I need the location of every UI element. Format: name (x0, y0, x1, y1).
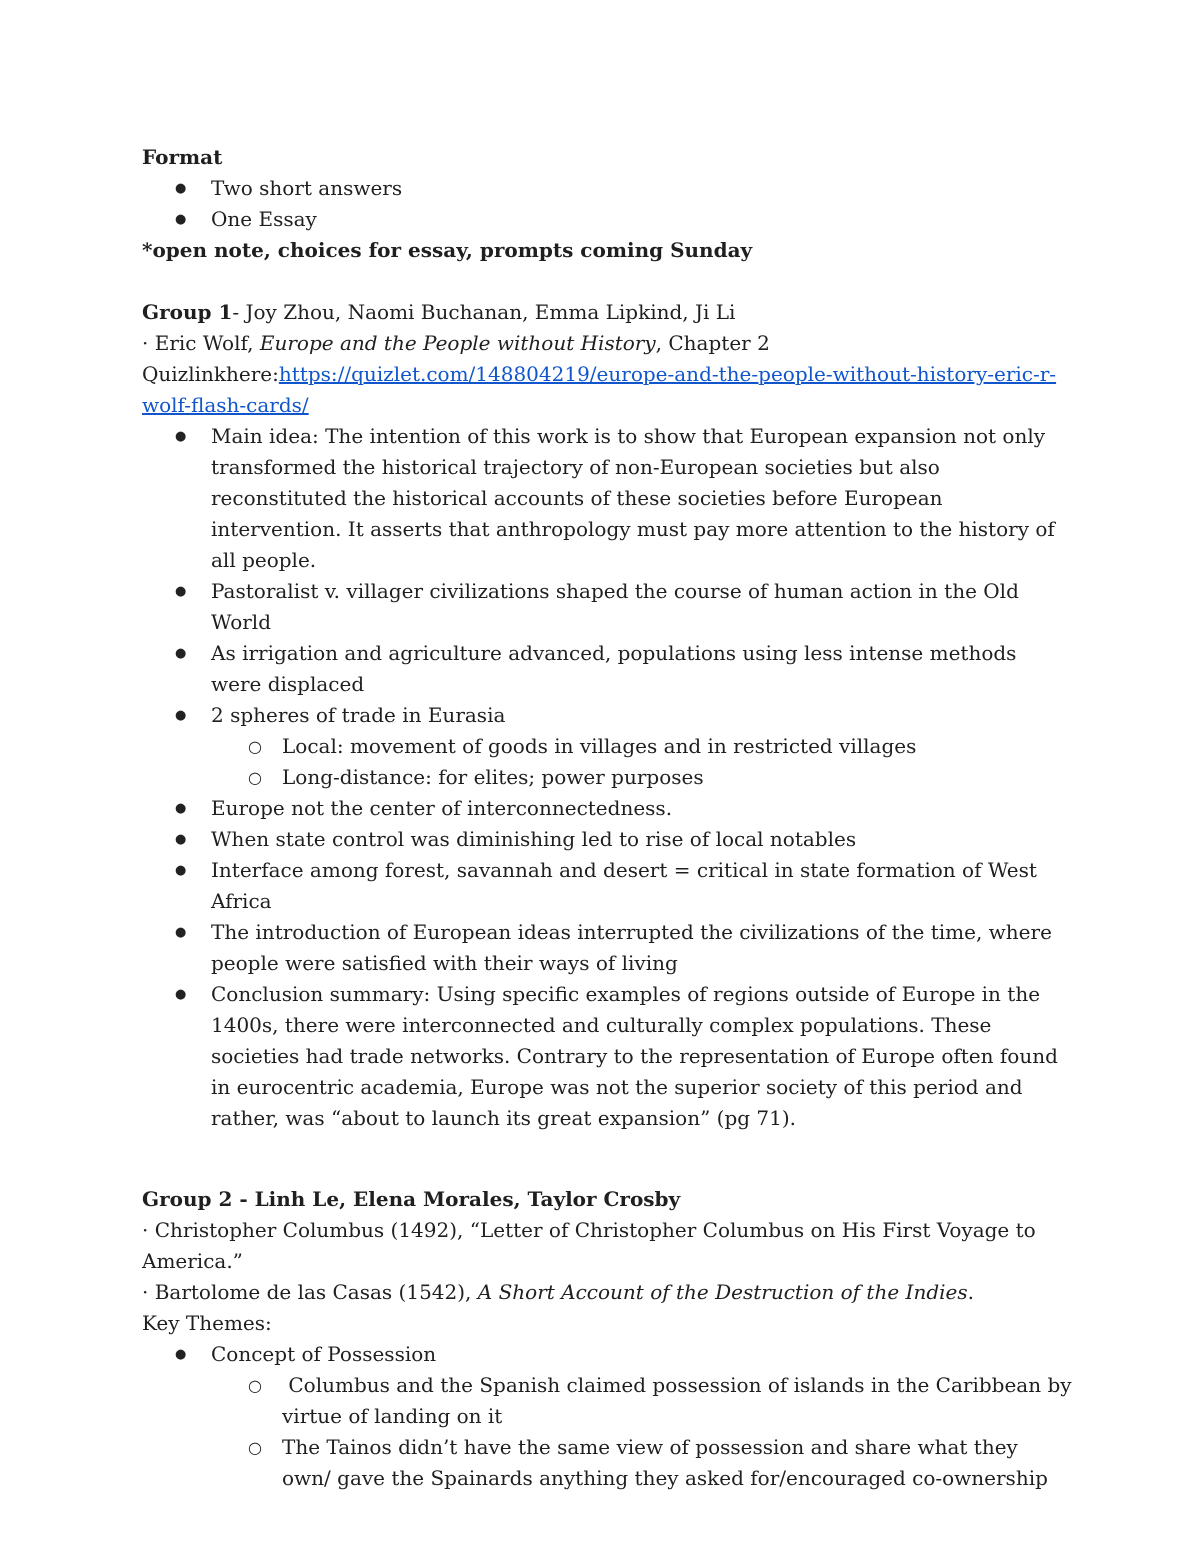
list-item: ● The introduction of European ideas interrupted the civilizations of the time, where people were satisfied with their ways of living (142, 917, 1072, 979)
list-item: ● Main idea: The intention of this work is to show that European expansion not only transformed the historical trajectory of non-European societies but also reconstituted the historical accounts of these societies before European intervention. It asserts that anthropology must pay more attention to the history of all people. (142, 421, 1072, 576)
group1-label: Group 1 (142, 300, 233, 324)
list-item: ● One Essay (142, 204, 1072, 235)
source-prefix: · Bartolome de las Casas (1542), (142, 1280, 478, 1304)
source-prefix: · Eric Wolf, (142, 331, 260, 355)
sub-list-item: ○ Local: movement of goods in villages and in restricted villages (142, 731, 1072, 762)
quiz-label: Quizlinkhere: (142, 362, 279, 386)
sub-list-item: ○ Long-distance: for elites; power purposes (142, 762, 1072, 793)
list-item: ● Concept of Possession (142, 1339, 1072, 1370)
format-heading: Format (142, 145, 223, 169)
quizlet-line (142, 359, 1072, 421)
list-item: ● Conclusion summary: Using specific examples of regions outside of Europe in the 1400s, there were interconnected and culturally complex populations. These societies had trade networks. Contrary to the representation of Europe often found in eurocentric academia, Europe was not the superior society of this period and rather, was “about to launch its great expansion” (pg 71). (142, 979, 1072, 1134)
group1-bullets (142, 421, 1072, 1134)
source-suffix: , Chapter 2 (655, 331, 770, 355)
source-title: A Short Account of the Destruction of the Indies (477, 1280, 968, 1304)
group2-themes (142, 1339, 1078, 1494)
list-item: ● When state control was diminishing led to rise of local notables (142, 824, 1072, 855)
source-suffix: . (967, 1280, 974, 1304)
sub-list-item: ○ Columbus and the Spanish claimed possession of islands in the Caribbean by virtue of landing on it (142, 1370, 1072, 1432)
group2-source2 (142, 1277, 1072, 1308)
source-title: Europe and the People without History (259, 331, 656, 355)
group1-source (142, 328, 1072, 359)
document-page (142, 142, 1078, 1494)
format-note: *open note, choices for essay, prompts coming Sunday (142, 238, 753, 262)
list-item: ● Europe not the center of interconnectedness. (142, 793, 1072, 824)
list-item: ● Two short answers (142, 173, 1072, 204)
group2-heading: Group 2 - Linh Le, Elena Morales, Taylor Crosby (142, 1187, 681, 1211)
format-list (142, 173, 1072, 235)
list-item: ● 2 spheres of trade in Eurasia (142, 700, 1072, 731)
list-item: ● Pastoralist v. villager civilizations shaped the course of human action in the Old World (142, 576, 1072, 638)
group1-heading (142, 297, 1072, 328)
group2-source1: · Christopher Columbus (1492), “Letter of Christopher Columbus on His First Voyage to America.” (142, 1218, 1036, 1273)
sub-list-item: ○ The Tainos didn’t have the same view of possession and share what they own/ gave the Spainards anything they asked for/encouraged co-ownership (142, 1432, 1072, 1494)
key-themes-label: Key Themes: (142, 1311, 272, 1335)
list-item: ● As irrigation and agriculture advanced, populations using less intense methods were displaced (142, 638, 1072, 700)
list-item: ● Interface among forest, savannah and desert = critical in state formation of West Africa (142, 855, 1072, 917)
quizlet-link[interactable]: https://quizlet.com/148804219/europe-and-the-people-without-history-eric-r-wolf-flash-cards/ (142, 362, 1057, 417)
group1-members: - Joy Zhou, Naomi Buchanan, Emma Lipkind, Ji Li (232, 300, 736, 324)
